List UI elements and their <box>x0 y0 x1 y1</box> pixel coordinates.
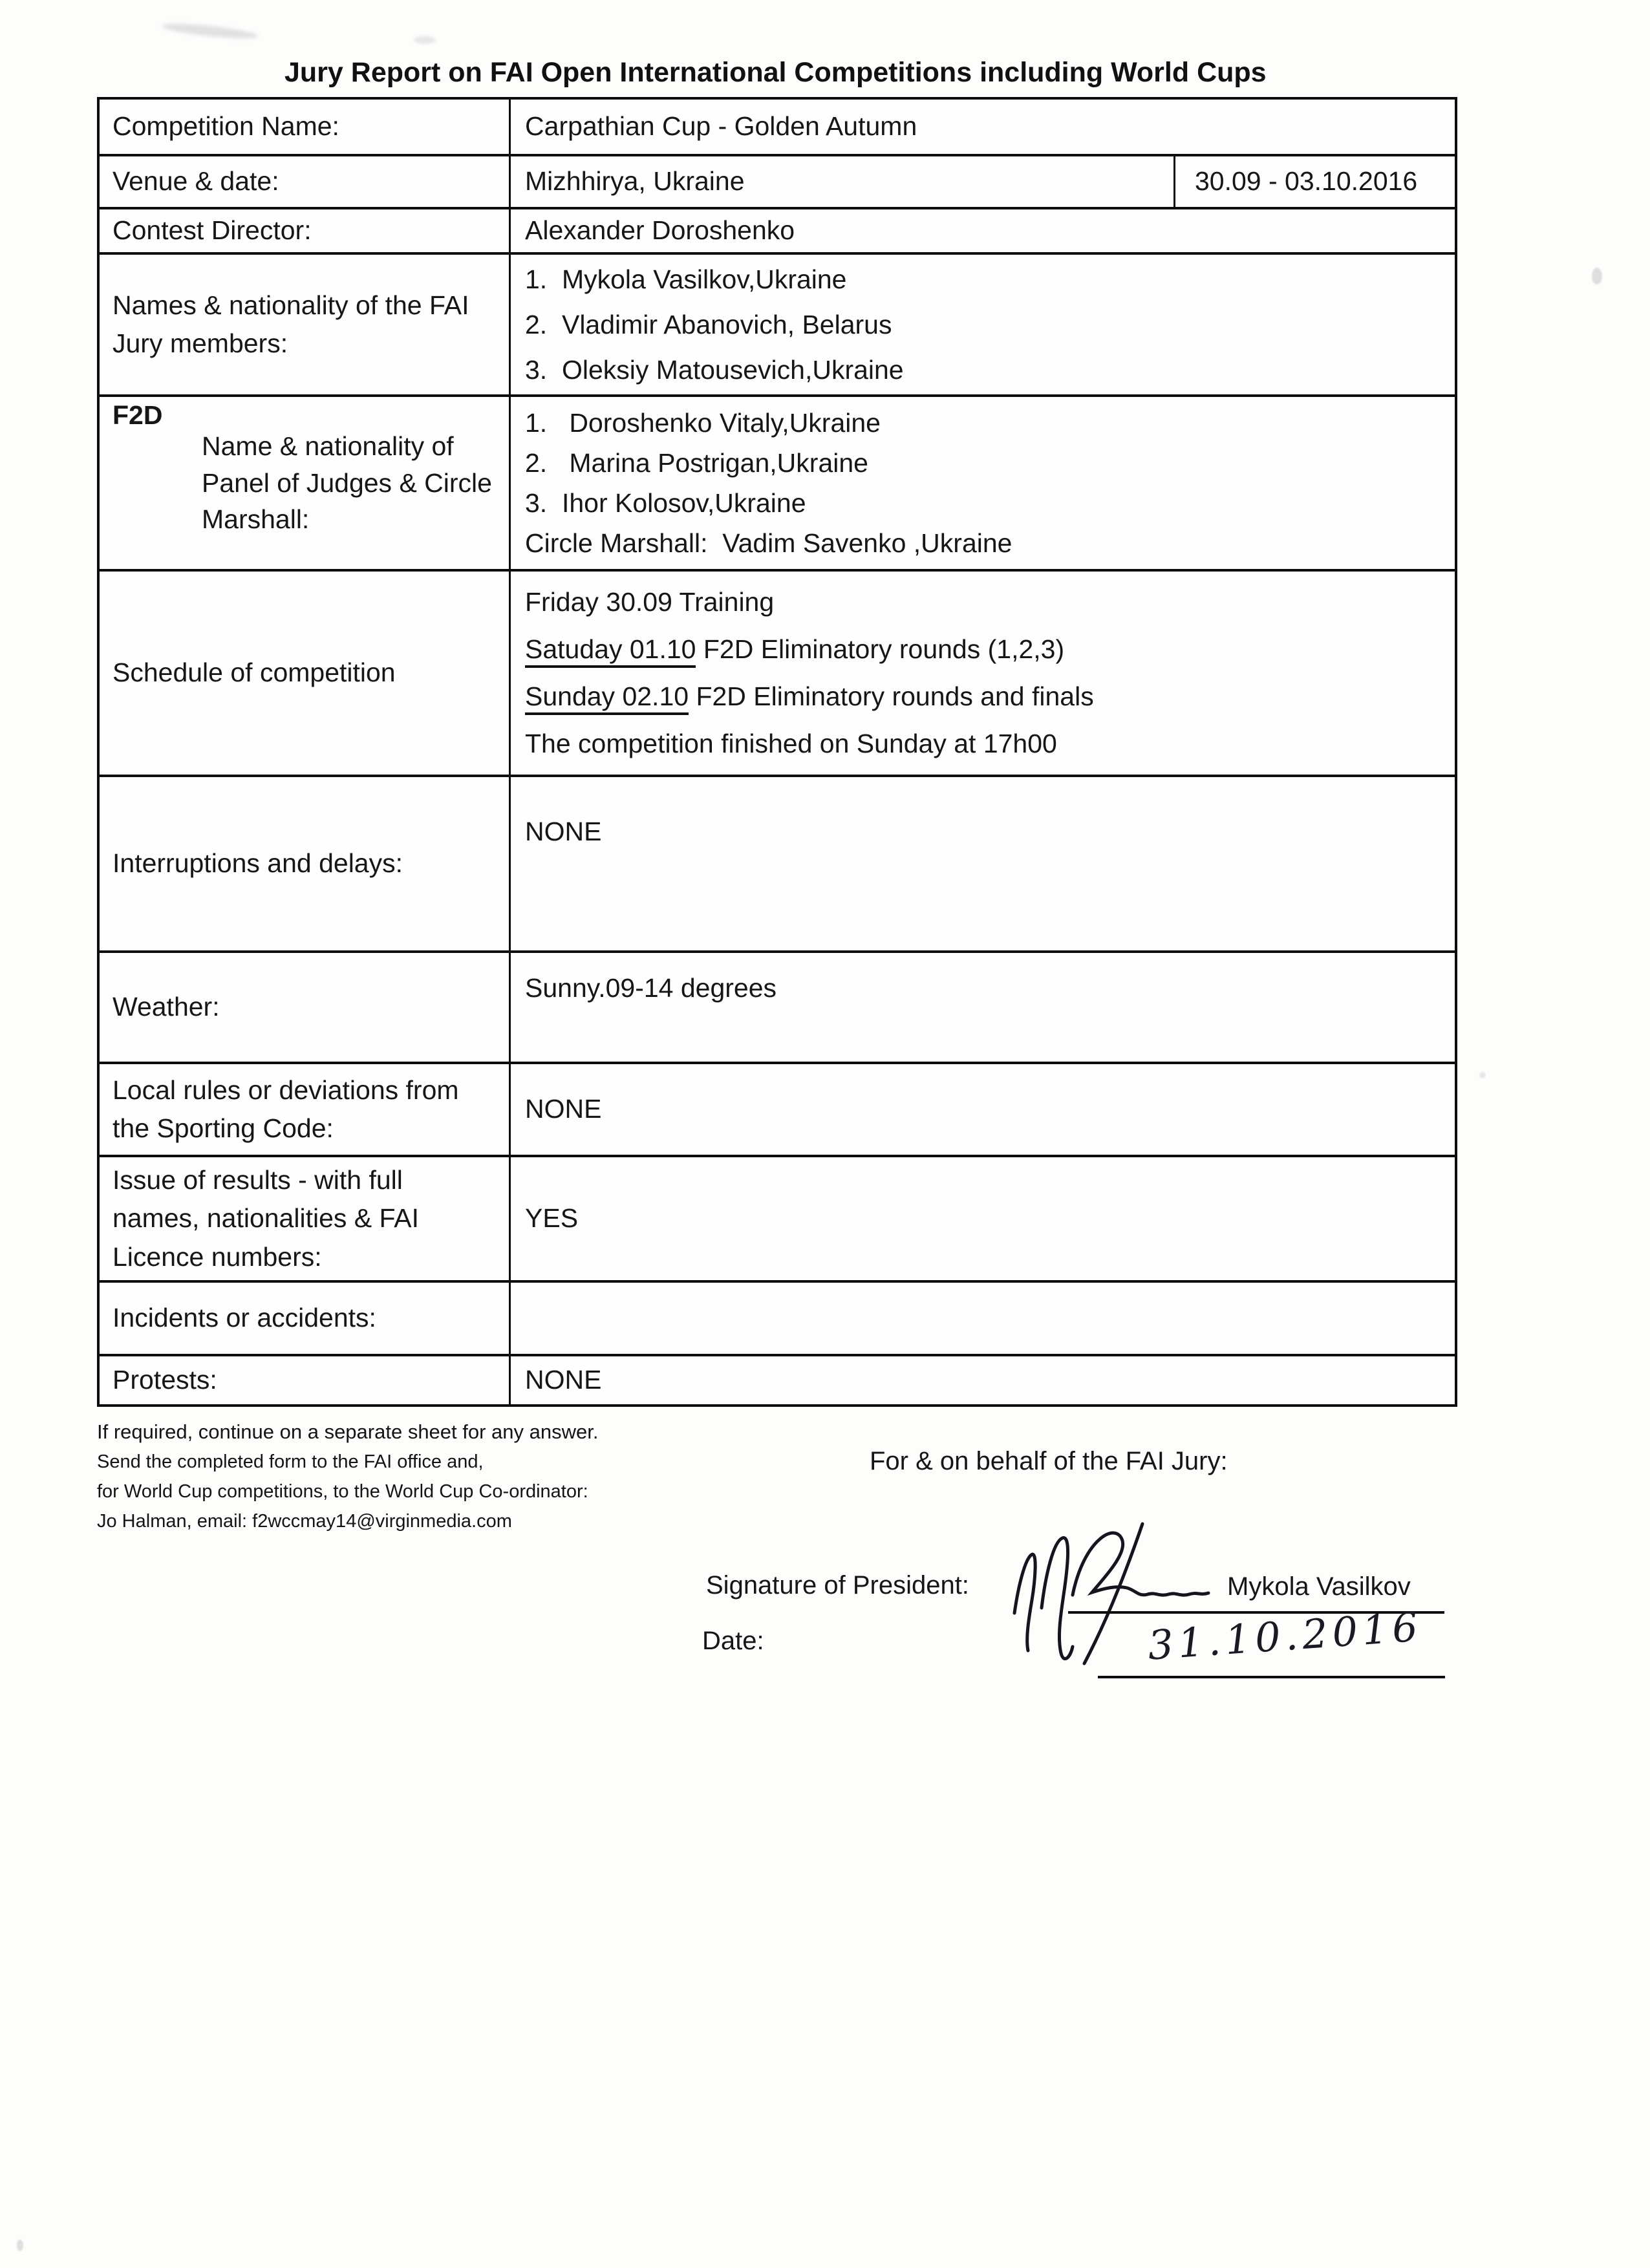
schedule-list <box>525 579 1094 767</box>
table-row-interruptions <box>100 777 1455 953</box>
scan-artifact <box>1479 1072 1486 1078</box>
scan-artifact <box>162 21 259 41</box>
date-value: 30.09 - 03.10.2016 <box>1173 156 1455 207</box>
footer-note: Send the completed form to the FAI office and, <box>97 1451 484 1472</box>
local-rules-value: NONE <box>509 1064 1455 1155</box>
scan-artifact <box>414 36 436 44</box>
table-row-competition-name <box>100 100 1455 156</box>
list-item: 1. Mykola Vasilkov,Ukraine <box>525 264 847 294</box>
judges-list <box>525 403 1012 563</box>
row-label: Local rules or deviations from the Sporting Code: <box>112 1075 459 1143</box>
footer-note: Jo Halman, email: f2wccmay14@virginmedia.com <box>97 1511 512 1532</box>
signature-label: Signature of President: <box>706 1571 969 1599</box>
footer-note: If required, continue on a separate sheet for any answer. <box>97 1420 599 1443</box>
contest-director-value: Alexander Doroshenko <box>509 209 1455 252</box>
row-label: Name & nationality of Panel of Judges & Circle Marshall: <box>202 431 492 535</box>
schedule-line: The competition finished on Sunday at 17h00 <box>525 729 1057 758</box>
list-item: 2. Vladimir Abanovich, Belarus <box>525 310 892 339</box>
on-behalf-text: For & on behalf of the FAI Jury: <box>870 1447 1228 1475</box>
jury-members-list <box>525 257 904 392</box>
table-row-local-rules <box>100 1064 1455 1157</box>
schedule-line: Friday 30.09 Training <box>525 587 775 617</box>
circle-marshall-item: Circle Marshall: Vadim Savenko ,Ukraine <box>525 528 1012 558</box>
row-label: Schedule of competition <box>112 658 396 688</box>
handwritten-date: 31.10.2016 <box>1146 1603 1424 1669</box>
table-row-venue-date <box>100 156 1455 209</box>
issue-of-results-value: YES <box>509 1157 1455 1280</box>
weather-value: Sunny.09-14 degrees <box>509 953 1455 1062</box>
scan-artifact <box>17 2240 23 2251</box>
table-row-issue-of-results <box>100 1157 1455 1283</box>
list-item: 1. Doroshenko Vitaly,Ukraine <box>525 408 881 438</box>
page-title: Jury Report on FAI Open International Competitions including World Cups <box>284 57 1267 88</box>
row-label: Issue of results - with full names, nationalities & FAI Licence numbers: <box>112 1165 420 1272</box>
table-row-schedule <box>100 572 1455 777</box>
footer-notes <box>97 1417 598 1536</box>
row-label: Names & nationality of the FAI Jury members: <box>112 290 469 358</box>
president-name: Mykola Vasilkov <box>1227 1572 1411 1601</box>
table-row-protests <box>100 1356 1455 1404</box>
table-row-contest-director <box>100 209 1455 255</box>
date-line <box>1098 1676 1445 1678</box>
competition-name-value: Carpathian Cup - Golden Autumn <box>509 100 1455 154</box>
row-label: Protests: <box>112 1365 217 1395</box>
row-label: Weather: <box>112 992 220 1022</box>
table-row-jury-members <box>100 255 1455 397</box>
protests-value: NONE <box>509 1356 1455 1404</box>
table-row-f2d-judges <box>100 397 1455 572</box>
class-code-label: F2D <box>112 400 163 430</box>
list-item: 3. Oleksiy Matousevich,Ukraine <box>525 355 904 385</box>
list-item: 3. Ihor Kolosov,Ukraine <box>525 488 806 518</box>
venue-value: Mizhhirya, Ukraine <box>525 166 745 197</box>
row-label: Competition Name: <box>112 111 339 142</box>
incidents-value <box>509 1283 1455 1354</box>
scan-artifact <box>1592 268 1602 284</box>
jury-report-table <box>97 97 1457 1407</box>
date-label: Date: <box>702 1627 764 1655</box>
row-label: Interruptions and delays: <box>112 848 403 879</box>
table-row-weather <box>100 953 1455 1064</box>
interruptions-value: NONE <box>509 777 1455 950</box>
row-label: Venue & date: <box>112 166 279 197</box>
footer-note: for World Cup competitions, to the World Cup Co-ordinator: <box>97 1481 588 1502</box>
list-item: 2. Marina Postrigan,Ukraine <box>525 448 868 478</box>
table-row-incidents <box>100 1283 1455 1356</box>
row-label: Contest Director: <box>112 215 312 246</box>
schedule-line: Sunday 02.10 F2D Eliminatory rounds and finals <box>525 673 1094 720</box>
schedule-line: Satuday 01.10 F2D Eliminatory rounds (1,2,3) <box>525 626 1094 673</box>
row-label: Incidents or accidents: <box>112 1303 376 1333</box>
